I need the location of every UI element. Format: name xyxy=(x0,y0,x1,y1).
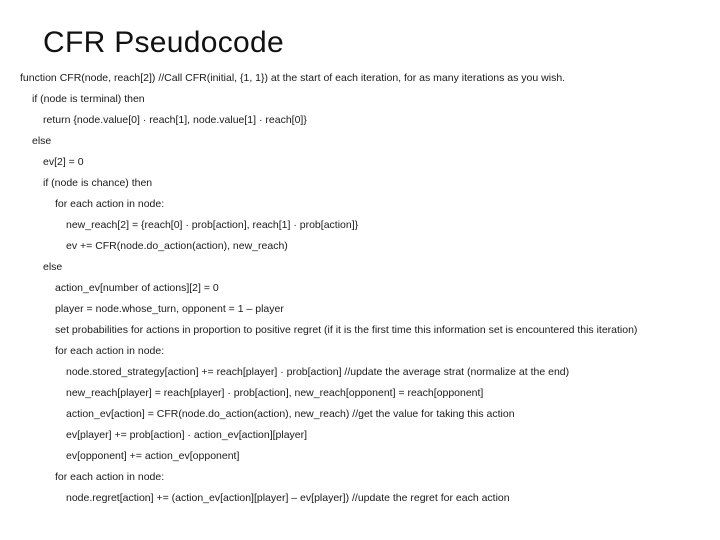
code-line: return {node.value[0] · reach[1], node.value[1] · reach[0]} xyxy=(43,114,307,126)
code-line: ev[opponent] += action_ev[opponent] xyxy=(66,450,240,462)
code-line: ev[player] += prob[action] · action_ev[action][player] xyxy=(66,429,308,441)
code-line: for each action in node: xyxy=(55,471,165,483)
code-line: player = node.whose_turn, opponent = 1 – player xyxy=(55,303,284,315)
code-line: new_reach[2] = {reach[0] · prob[action], reach[1] · prob[action]} xyxy=(66,219,359,231)
code-line: else xyxy=(43,261,63,273)
code-line: ev[2] = 0 xyxy=(43,156,84,168)
code-line: else xyxy=(32,135,52,147)
code-line: new_reach[player] = reach[player] · prob[action], new_reach[opponent] = reach[opponent] xyxy=(66,387,484,399)
code-line: function CFR(node, reach[2]) //Call CFR(initial, {1, 1}) at the start of each iteration, for as many iterations as you wish. xyxy=(20,72,566,84)
code-line: if (node is chance) then xyxy=(43,177,153,189)
code-line: action_ev[action] = CFR(node.do_action(action), new_reach) //get the value for taking this action xyxy=(66,408,515,420)
code-line: ev += CFR(node.do_action(action), new_reach) xyxy=(66,240,288,252)
slide-title: CFR Pseudocode xyxy=(43,26,284,59)
code-line: set probabilities for actions in proportion to positive regret (if it is the first time this information set is encountered this iteration) xyxy=(55,324,638,336)
code-line: if (node is terminal) then xyxy=(32,93,145,105)
code-line: for each action in node: xyxy=(55,198,165,210)
code-line: for each action in node: xyxy=(55,345,165,357)
code-line: node.stored_strategy[action] += reach[player] · prob[action] //update the average strat (normalize at the end) xyxy=(66,366,570,378)
code-line: action_ev[number of actions][2] = 0 xyxy=(55,282,219,294)
code-line: node.regret[action] += (action_ev[action][player] – ev[player]) //update the regret for each action xyxy=(66,492,510,504)
